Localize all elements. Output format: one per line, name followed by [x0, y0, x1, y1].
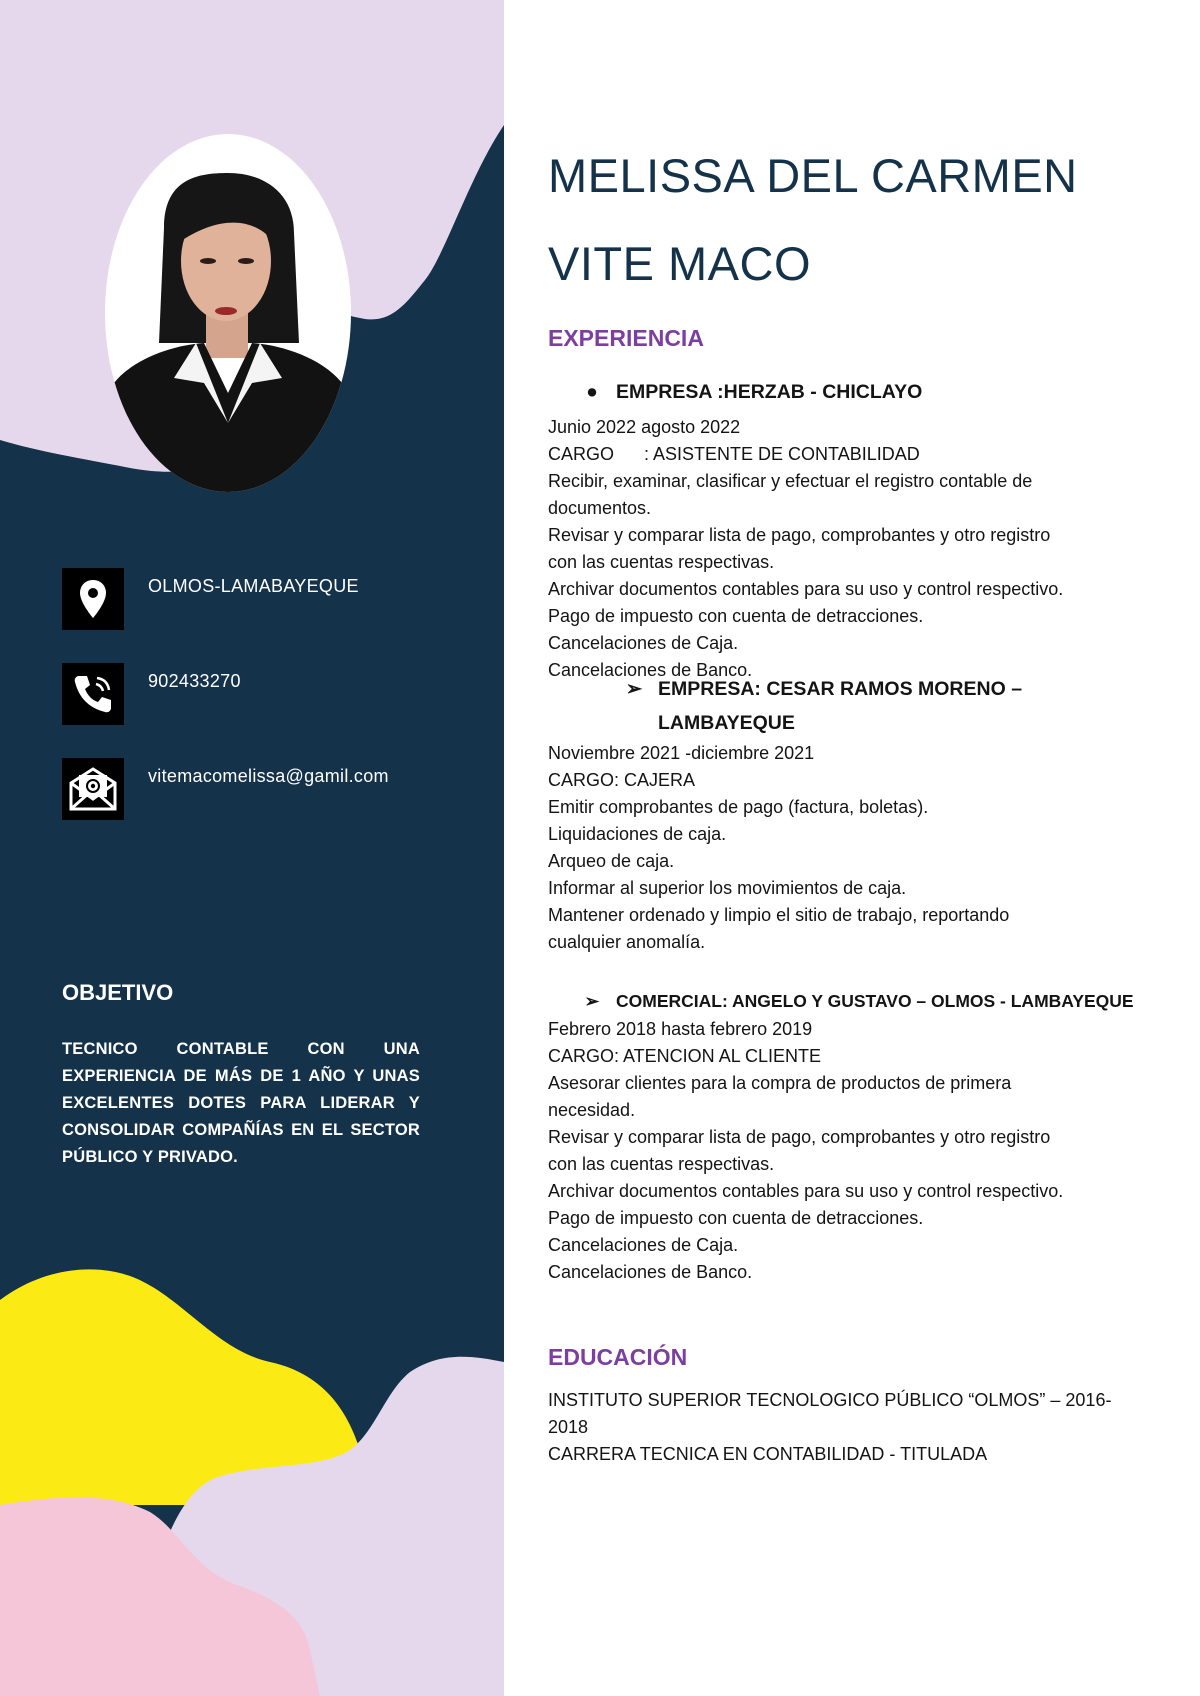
job-duty: cualquier anomalía. [548, 932, 706, 952]
job-entry-3 [548, 986, 1148, 1286]
job-duty: Cancelaciones de Banco. [548, 1262, 753, 1282]
name-line-1: MELISSA DEL CARMEN [548, 149, 1078, 202]
job-dates-3: Febrero 2018 hasta febrero 2019 [548, 1019, 813, 1039]
email-envelope-icon [62, 758, 124, 820]
job-company-3: ➢ COMERCIAL: ANGELO Y GUSTAVO – OLMOS - LAMBAYEQUE [578, 986, 1148, 1016]
job-duty: con las cuentas respectivas. [548, 552, 775, 572]
experience-heading: EXPERIENCIA [548, 325, 704, 351]
location-text: OLMOS-LAMABAYEQUE [148, 576, 359, 596]
education-years: 2018 [548, 1417, 589, 1437]
job-duty: Informar al superior los movimientos de caja. [548, 878, 907, 898]
job-duty: Arqueo de caja. [548, 851, 675, 871]
phone-text: 902433270 [148, 671, 241, 691]
contact-email [62, 758, 389, 820]
job-duty: con las cuentas respectivas. [548, 1154, 775, 1174]
job-duty: Revisar y comparar lista de pago, comprobantes y otro registro [548, 525, 1051, 545]
profile-photo [104, 133, 352, 493]
job-duty: necesidad. [548, 1100, 636, 1120]
contact-phone [62, 663, 241, 725]
job-duty: documentos. [548, 498, 652, 518]
job-cargo-3: CARGO: ATENCION AL CLIENTE [548, 1046, 822, 1066]
job-duty: Mantener ordenado y limpio el sitio de trabajo, reportando [548, 905, 1010, 925]
phone-icon [62, 663, 124, 725]
contact-location [62, 568, 359, 630]
objective-heading: OBJETIVO [62, 980, 174, 1005]
education-institute: INSTITUTO SUPERIOR TECNOLOGICO PÚBLICO “OLMOS” – 2016- [548, 1390, 1112, 1410]
arrow-bullet-icon: ➢ [625, 678, 643, 700]
job-dates-2: Noviembre 2021 -diciembre 2021 [548, 743, 815, 763]
job-cargo-1: CARGO : ASISTENTE DE CONTABILIDAD [548, 444, 920, 464]
job-duty: Pago de impuesto con cuenta de detracciones. [548, 1208, 924, 1228]
job-duty: Pago de impuesto con cuenta de detracciones. [548, 606, 924, 626]
location-pin-icon [62, 568, 124, 630]
job-company-1: ● EMPRESA :HERZAB - CHICLAYO [578, 371, 1148, 414]
email-text: vitemacomelissa@gamil.com [148, 766, 389, 786]
job-duty: Cancelaciones de Caja. [548, 1235, 739, 1255]
job-dates-1: Junio 2022 agosto 2022 [548, 417, 741, 437]
job-duty: Liquidaciones de caja. [548, 824, 727, 844]
job-duty: Archivar documentos contables para su uso y control respectivo. [548, 579, 1064, 599]
job-duty: Recibir, examinar, clasificar y efectuar el registro contable de [548, 471, 1033, 491]
job-company-2: ➢ EMPRESA: CESAR RAMOS MORENO – LAMBAYEQUE [620, 672, 1148, 740]
job-entry-2 [548, 672, 1148, 956]
job-duty: Archivar documentos contables para su uso y control respectivo. [548, 1181, 1064, 1201]
job-cargo-2: CARGO: CAJERA [548, 770, 696, 790]
bullet-dot-icon: ● [586, 381, 598, 403]
job-entry-1 [548, 371, 1148, 684]
education-entry [548, 1387, 1148, 1468]
name-line-2: VITE MACO [548, 237, 812, 290]
job-duty: Revisar y comparar lista de pago, comprobantes y otro registro [548, 1127, 1051, 1147]
education-heading: EDUCACIÓN [548, 1344, 688, 1370]
job-duty: Asesorar clientes para la compra de productos de primera [548, 1073, 1012, 1093]
job-duty: Emitir comprobantes de pago (factura, boletas). [548, 797, 929, 817]
objective-text: TECNICO CONTABLE CON UNA EXPERIENCIA DE MÁS DE 1 AÑO Y UNAS EXCELENTES DOTES PARA LIDERAR Y CONSOLIDAR COMPAÑÍAS EN EL SECTOR PÚBLICO Y PRIVADO. [62, 1040, 420, 1166]
education-degree: CARRERA TECNICA EN CONTABILIDAD - TITULADA [548, 1444, 988, 1464]
arrow-bullet-icon: ➢ [584, 990, 600, 1011]
job-duty: Cancelaciones de Banco. [548, 660, 753, 680]
job-duty: Cancelaciones de Caja. [548, 633, 739, 653]
